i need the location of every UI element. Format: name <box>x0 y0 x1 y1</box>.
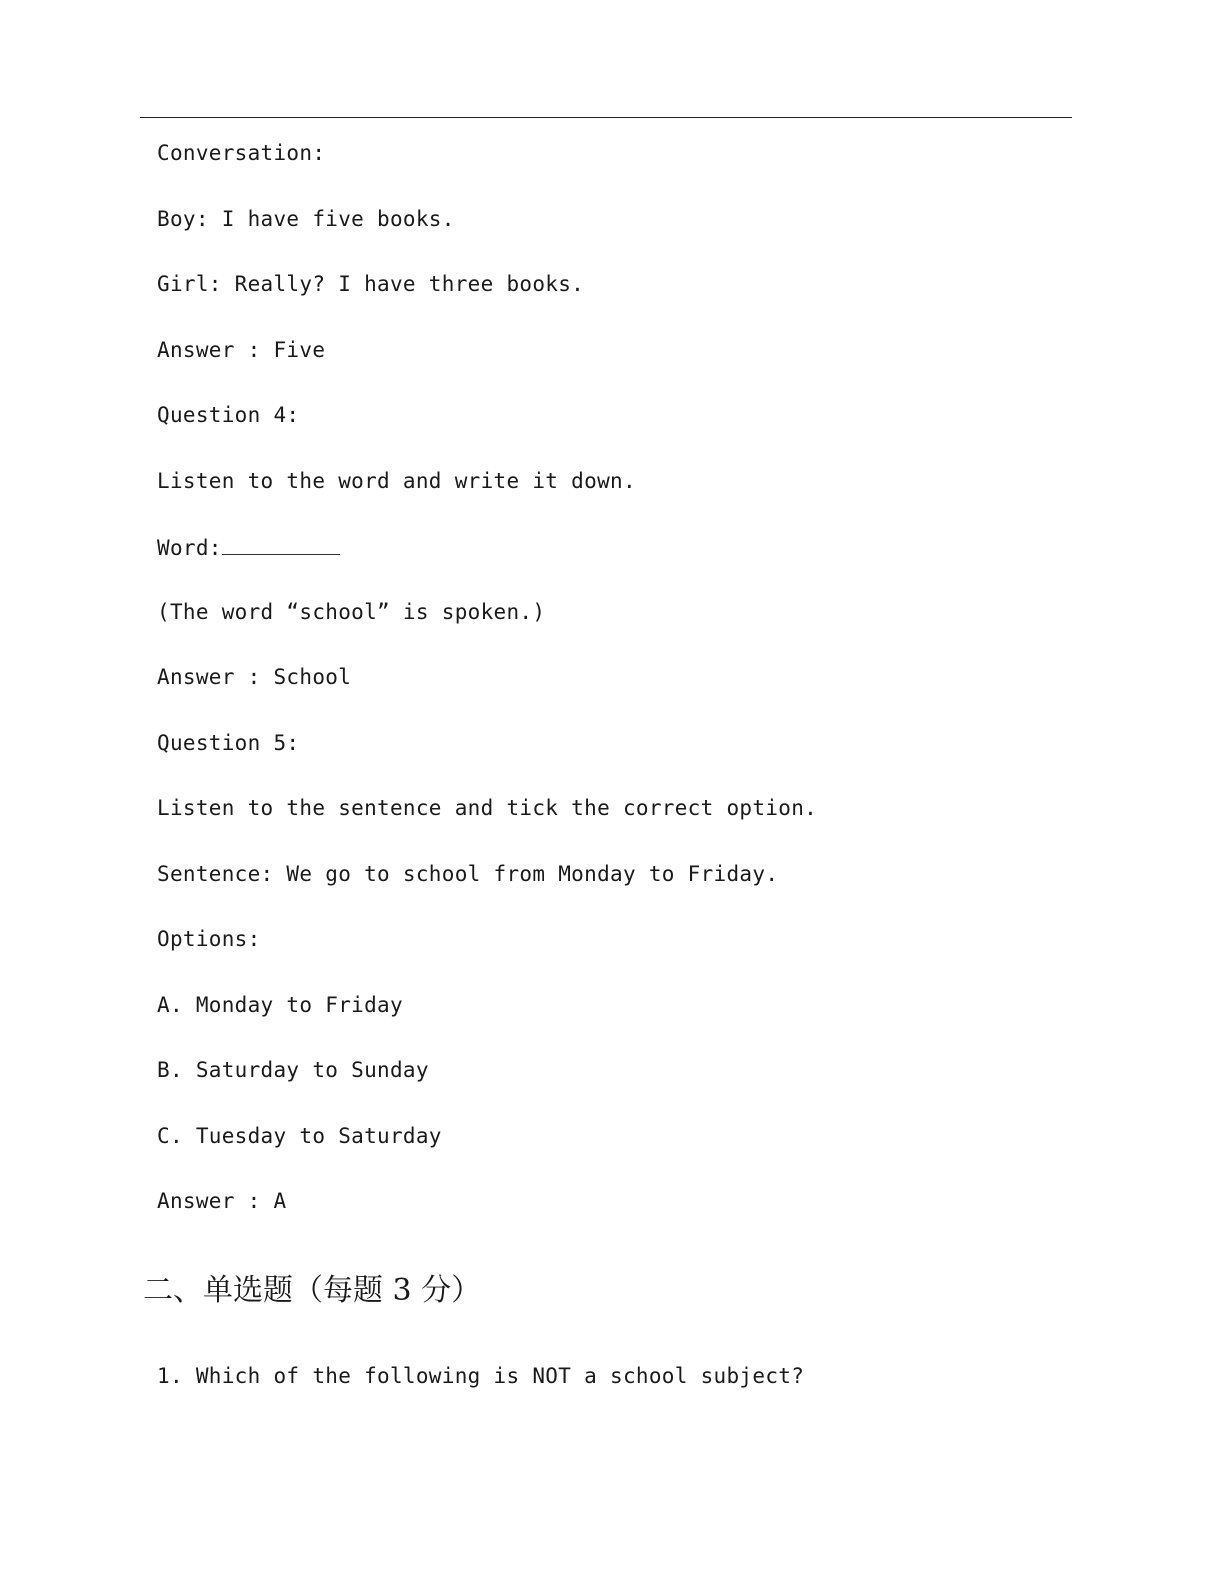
boy-line: Boy: I have five books. <box>157 207 455 231</box>
question-5-heading: Question 5: <box>157 731 300 755</box>
option-a: A. Monday to Friday <box>157 993 403 1017</box>
section-2-question-1: 1. Which of the following is NOT a school subject? <box>157 1364 805 1388</box>
answer-q5: Answer : A <box>157 1189 287 1213</box>
word-blank-row <box>157 536 340 559</box>
option-c: C. Tuesday to Saturday <box>157 1124 442 1148</box>
girl-line: Girl: Really? I have three books. <box>157 272 585 296</box>
spoken-note: (The word “school” is spoken.) <box>157 600 546 624</box>
section-2-heading: 二、单选题（每题 3 分） <box>143 1273 482 1308</box>
answer-q3: Answer : Five <box>157 338 326 362</box>
question-5-instruction: Listen to the sentence and tick the correct option. <box>157 796 818 820</box>
question-4-instruction: Listen to the word and write it down. <box>157 469 636 493</box>
option-b: B. Saturday to Sunday <box>157 1058 429 1082</box>
question-4-heading: Question 4: <box>157 403 300 427</box>
word-blank <box>222 536 340 555</box>
sentence-line: Sentence: We go to school from Monday to Friday. <box>157 862 779 886</box>
answer-q4: Answer : School <box>157 665 352 689</box>
options-label: Options: <box>157 927 261 951</box>
header-rule <box>140 117 1072 118</box>
conversation-label: Conversation: <box>157 141 326 165</box>
word-label: Word: <box>157 536 222 560</box>
